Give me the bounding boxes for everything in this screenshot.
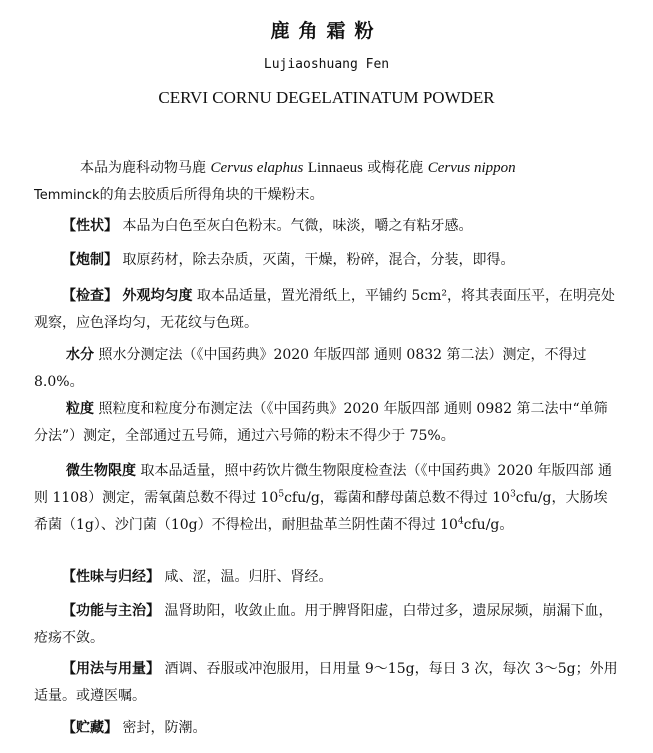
author-2: Temminck (34, 188, 100, 203)
text-shuifen: 照水分测定法（《中国药典》2020 年版四部 通则 0832 第二法）测定，不得过 8.0%。 (34, 347, 587, 390)
section-gongneng (34, 598, 620, 652)
text-jiancha: 取本品适量，置光滑纸上，平铺约 5cm²，将其表面压平，在明亮处观察，应色泽均匀，无花纹与色斑。 (34, 288, 615, 331)
section-zhucang (34, 715, 620, 742)
title-pinyin: Lujiaoshuang Fen (263, 57, 390, 72)
exponent-2: 3 (510, 489, 516, 500)
label-gongneng: 【功能与主治】 (62, 603, 160, 619)
text-paozhi: 取原药材，除去杂质，灭菌，干燥，粉碎，混合，分装，即得。 (122, 252, 515, 268)
section-lidu (34, 396, 620, 450)
label-zhucang: 【贮藏】 (62, 720, 118, 736)
label-lidu: 粒度 (66, 401, 94, 417)
author-1: Linnaeus (307, 160, 363, 176)
label-xingwei: 【性味与归经】 (62, 569, 160, 585)
text-weishengwu-3: cfu/g，大肠埃希菌（1g）、沙门菌（10g）不得检出，耐胆盐革兰阴性菌不得过 10 (34, 490, 608, 533)
label-xingzhuang: 【性状】 (62, 218, 118, 234)
exponent-3: 4 (457, 516, 464, 527)
text-yongfa: 酒调、吞服或冲泡服用，日用量 9～15g，每日 3 次，每次 3～5g；外用适量。或遵医嘱。 (34, 661, 618, 704)
section-shuifen (34, 342, 620, 396)
section-xingzhuang (34, 213, 620, 240)
intro-paragraph (34, 155, 620, 209)
text-lidu: 照粒度和粒度分布测定法（《中国药典》2020 年版四部 通则 0982 第二法中“单筛分法”）测定，全部通过五号筛，通过六号筛的粉末不得少于 75%。 (34, 401, 608, 444)
sublabel-appearance: 外观均匀度 (122, 288, 193, 304)
text-weishengwu-2: cfu/g，霉菌和酵母菌总数不得过 10 (284, 490, 511, 506)
label-weishengwu: 微生物限度 (66, 463, 136, 479)
intro-text-2: 或梅花鹿 (367, 160, 424, 176)
label-jiancha: 【检查】 (62, 288, 118, 304)
section-jiancha (34, 283, 620, 337)
text-gongneng: 温肾助阳，收敛止血。用于脾肾阳虚，白带过多，遗尿尿频，崩漏下血，疮疡不敛。 (34, 603, 613, 646)
section-weishengwu (34, 458, 620, 539)
title-latin: CERVI CORNU DEGELATINATUM POWDER (158, 88, 495, 107)
text-weishengwu-4: cfu/g。 (463, 517, 514, 533)
text-weishengwu-1: 取本品适量，照中药饮片微生物限度检查法（《中国药典》2020 年版四部 通则 1108）测定，需氧菌总数不得过 10 (34, 463, 612, 506)
section-xingwei (34, 564, 620, 591)
intro-text-1: 本品为鹿科动物马鹿 (80, 160, 206, 176)
species-1: Cervus elaphus (210, 160, 304, 176)
exponent-1: 5 (278, 489, 285, 500)
title-chinese: 鹿角霜粉 (270, 20, 383, 42)
label-paozhi: 【炮制】 (62, 252, 118, 268)
text-xingzhuang: 本品为白色至灰白色粉末。气微，味淡，嚼之有粘牙感。 (122, 218, 473, 234)
text-zhucang: 密封，防潮。 (122, 720, 207, 736)
section-paozhi (34, 247, 620, 274)
section-yongfa (34, 656, 620, 710)
intro-text-3: 的角去胶质后所得角块的干燥粉末。 (99, 187, 324, 203)
species-2: Cervus nippon (427, 160, 516, 176)
text-xingwei: 咸、涩，温。归肝、肾经。 (164, 569, 333, 585)
label-yongfa: 【用法与用量】 (62, 661, 160, 677)
label-shuifen: 水分 (66, 347, 94, 363)
